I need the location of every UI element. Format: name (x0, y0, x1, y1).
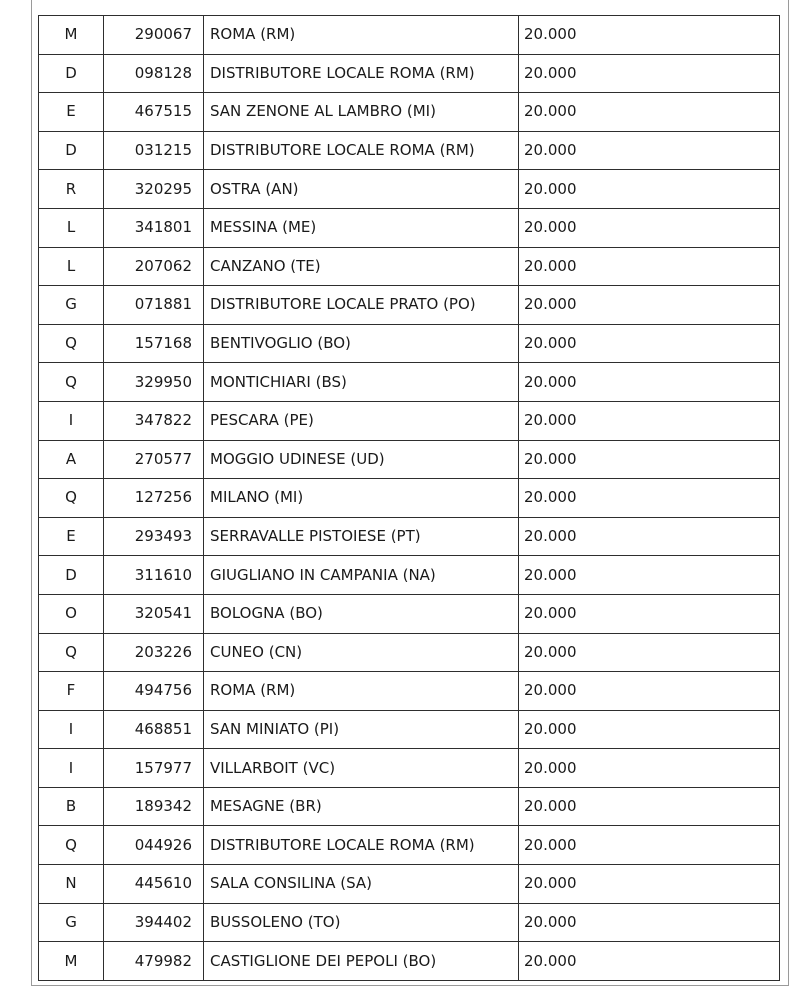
ticket-number-cell: 044926 (104, 826, 204, 865)
prize-amount-cell: 20.000 (519, 942, 780, 981)
prize-amount-cell: 20.000 (519, 247, 780, 286)
prize-amount-cell: 20.000 (519, 672, 780, 711)
table-row (39, 170, 780, 209)
series-cell: L (39, 208, 104, 247)
ticket-number-cell: 071881 (104, 286, 204, 325)
sale-location-cell: MOGGIO UDINESE (UD) (204, 440, 519, 479)
ticket-number-cell: 031215 (104, 131, 204, 170)
series-cell: E (39, 517, 104, 556)
series-cell: D (39, 131, 104, 170)
sale-location-cell: SAN ZENONE AL LAMBRO (MI) (204, 93, 519, 132)
ticket-number-cell: 467515 (104, 93, 204, 132)
sale-location-cell: SERRAVALLE PISTOIESE (PT) (204, 517, 519, 556)
series-cell: M (39, 16, 104, 55)
prize-amount-cell: 20.000 (519, 363, 780, 402)
ticket-number-cell: 203226 (104, 633, 204, 672)
sale-location-cell: CUNEO (CN) (204, 633, 519, 672)
table-row (39, 710, 780, 749)
series-cell: A (39, 440, 104, 479)
table-row (39, 787, 780, 826)
table-row (39, 93, 780, 132)
sale-location-cell: MILANO (MI) (204, 479, 519, 518)
prize-amount-cell: 20.000 (519, 517, 780, 556)
series-cell: M (39, 942, 104, 981)
ticket-number-cell: 207062 (104, 247, 204, 286)
table-row (39, 324, 780, 363)
sale-location-cell: SALA CONSILINA (SA) (204, 865, 519, 904)
ticket-number-cell: 098128 (104, 54, 204, 93)
table-row (39, 401, 780, 440)
series-cell: Q (39, 363, 104, 402)
sale-location-cell: PESCARA (PE) (204, 401, 519, 440)
series-cell: F (39, 672, 104, 711)
series-cell: Q (39, 633, 104, 672)
ticket-number-cell: 445610 (104, 865, 204, 904)
ticket-number-cell: 290067 (104, 16, 204, 55)
table-row (39, 16, 780, 55)
page-frame-right-border (788, 0, 789, 986)
prize-amount-cell: 20.000 (519, 479, 780, 518)
winning-tickets-table-body (39, 16, 780, 981)
prize-amount-cell: 20.000 (519, 633, 780, 672)
table-row (39, 749, 780, 788)
sale-location-cell: MESSINA (ME) (204, 208, 519, 247)
table-row (39, 903, 780, 942)
table-row (39, 826, 780, 865)
prize-amount-cell: 20.000 (519, 286, 780, 325)
ticket-number-cell: 189342 (104, 787, 204, 826)
series-cell: I (39, 401, 104, 440)
table-row (39, 286, 780, 325)
series-cell: R (39, 170, 104, 209)
table-row (39, 363, 780, 402)
sale-location-cell: GIUGLIANO IN CAMPANIA (NA) (204, 556, 519, 595)
prize-amount-cell: 20.000 (519, 16, 780, 55)
ticket-number-cell: 320295 (104, 170, 204, 209)
ticket-number-cell: 347822 (104, 401, 204, 440)
table-row (39, 247, 780, 286)
ticket-number-cell: 479982 (104, 942, 204, 981)
prize-amount-cell: 20.000 (519, 903, 780, 942)
ticket-number-cell: 293493 (104, 517, 204, 556)
table-row (39, 633, 780, 672)
series-cell: G (39, 286, 104, 325)
sale-location-cell: OSTRA (AN) (204, 170, 519, 209)
series-cell: D (39, 556, 104, 595)
prize-amount-cell: 20.000 (519, 749, 780, 788)
series-cell: I (39, 749, 104, 788)
prize-amount-cell: 20.000 (519, 54, 780, 93)
series-cell: Q (39, 479, 104, 518)
series-cell: B (39, 787, 104, 826)
series-cell: Q (39, 324, 104, 363)
sale-location-cell: ROMA (RM) (204, 16, 519, 55)
prize-amount-cell: 20.000 (519, 440, 780, 479)
table-row (39, 594, 780, 633)
sale-location-cell: MONTICHIARI (BS) (204, 363, 519, 402)
prize-amount-cell: 20.000 (519, 401, 780, 440)
table-row (39, 208, 780, 247)
ticket-number-cell: 468851 (104, 710, 204, 749)
ticket-number-cell: 494756 (104, 672, 204, 711)
sale-location-cell: DISTRIBUTORE LOCALE PRATO (PO) (204, 286, 519, 325)
prize-amount-cell: 20.000 (519, 556, 780, 595)
prize-amount-cell: 20.000 (519, 93, 780, 132)
sale-location-cell: DISTRIBUTORE LOCALE ROMA (RM) (204, 131, 519, 170)
prize-amount-cell: 20.000 (519, 324, 780, 363)
sale-location-cell: VILLARBOIT (VC) (204, 749, 519, 788)
prize-amount-cell: 20.000 (519, 131, 780, 170)
prize-amount-cell: 20.000 (519, 826, 780, 865)
sale-location-cell: BOLOGNA (BO) (204, 594, 519, 633)
sale-location-cell: ROMA (RM) (204, 672, 519, 711)
prize-amount-cell: 20.000 (519, 594, 780, 633)
table-row (39, 865, 780, 904)
ticket-number-cell: 270577 (104, 440, 204, 479)
prize-amount-cell: 20.000 (519, 710, 780, 749)
winning-tickets-table (38, 15, 780, 981)
prize-amount-cell: 20.000 (519, 865, 780, 904)
ticket-number-cell: 311610 (104, 556, 204, 595)
ticket-number-cell: 329950 (104, 363, 204, 402)
table-row (39, 942, 780, 981)
table-row (39, 479, 780, 518)
page-frame-bottom-border (31, 985, 789, 986)
sale-location-cell: CASTIGLIONE DEI PEPOLI (BO) (204, 942, 519, 981)
ticket-number-cell: 157977 (104, 749, 204, 788)
sale-location-cell: DISTRIBUTORE LOCALE ROMA (RM) (204, 826, 519, 865)
series-cell: G (39, 903, 104, 942)
table-row (39, 556, 780, 595)
table-row (39, 54, 780, 93)
prize-amount-cell: 20.000 (519, 787, 780, 826)
table-row (39, 131, 780, 170)
ticket-number-cell: 394402 (104, 903, 204, 942)
series-cell: N (39, 865, 104, 904)
sale-location-cell: SAN MINIATO (PI) (204, 710, 519, 749)
ticket-number-cell: 157168 (104, 324, 204, 363)
table-row (39, 672, 780, 711)
sale-location-cell: BUSSOLENO (TO) (204, 903, 519, 942)
series-cell: I (39, 710, 104, 749)
series-cell: E (39, 93, 104, 132)
sale-location-cell: MESAGNE (BR) (204, 787, 519, 826)
sale-location-cell: BENTIVOGLIO (BO) (204, 324, 519, 363)
series-cell: L (39, 247, 104, 286)
prize-amount-cell: 20.000 (519, 170, 780, 209)
sale-location-cell: DISTRIBUTORE LOCALE ROMA (RM) (204, 54, 519, 93)
ticket-number-cell: 341801 (104, 208, 204, 247)
ticket-number-cell: 127256 (104, 479, 204, 518)
table-row (39, 440, 780, 479)
series-cell: O (39, 594, 104, 633)
ticket-number-cell: 320541 (104, 594, 204, 633)
page-frame-left-border (31, 0, 32, 986)
prize-amount-cell: 20.000 (519, 208, 780, 247)
series-cell: Q (39, 826, 104, 865)
table-row (39, 517, 780, 556)
series-cell: D (39, 54, 104, 93)
sale-location-cell: CANZANO (TE) (204, 247, 519, 286)
